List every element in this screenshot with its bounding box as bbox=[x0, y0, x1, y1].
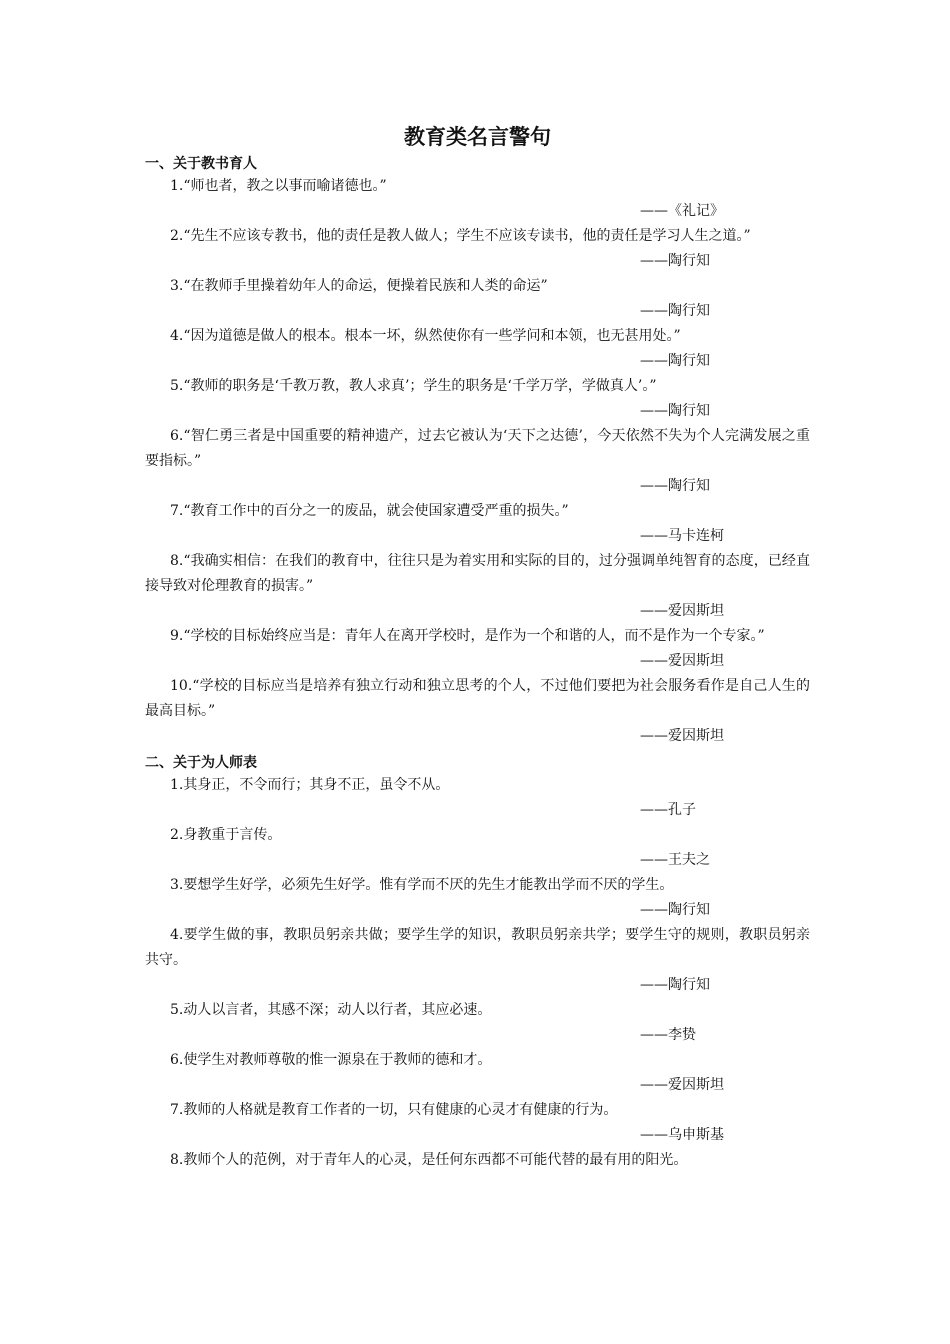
quote-text: 5.动人以言者，其感不深；动人以行者，其应必速。 bbox=[170, 1002, 492, 1018]
quote-author: ——爱因斯坦 bbox=[640, 603, 724, 619]
quote-author: ——陶行知 bbox=[640, 353, 710, 369]
quote-text: 4.要学生做的事，教职员躬亲共做；要学生学的知识，教职员躬亲共学；要学生守的规则，教职员躬亲共守。 bbox=[145, 927, 810, 968]
document-page bbox=[145, 122, 810, 1173]
quote-text: 8.教师个人的范例，对于青年人的心灵，是任何东西都不可能代替的最有用的阳光。 bbox=[170, 1152, 688, 1168]
quote-author: ——李贽 bbox=[640, 1027, 696, 1043]
document-title: 教育类名言警句 bbox=[404, 125, 551, 149]
quote-text: 2.身教重于言传。 bbox=[170, 827, 282, 843]
quote-author: ——陶行知 bbox=[640, 977, 710, 993]
quote-text: 5.“教师的职务是‘千教万教，教人求真’；学生的职务是‘千学万学，学做真人’。” bbox=[170, 378, 657, 394]
quote-author: ——爱因斯坦 bbox=[640, 728, 724, 744]
quote-text: 9.“学校的目标始终应当是：青年人在离开学校时，是作为一个和谐的人，而不是作为一个专家。” bbox=[170, 628, 765, 644]
quote-author: ——爱因斯坦 bbox=[640, 653, 724, 669]
quote-text: 7.“教育工作中的百分之一的废品，就会使国家遭受严重的损失。” bbox=[170, 503, 569, 519]
quote-text: 3.要想学生好学，必须先生好学。惟有学而不厌的先生才能教出学而不厌的学生。 bbox=[170, 877, 674, 893]
quote-text: 4.“因为道德是做人的根本。根本一坏，纵然使你有一些学问和本领，也无甚用处。” bbox=[170, 328, 681, 344]
quote-author: ——孔子 bbox=[640, 802, 696, 818]
quote-text: 6.“智仁勇三者是中国重要的精神遗产，过去它被认为‘天下之达德’，今天依然不失为个人完满发展之重要指标。” bbox=[145, 428, 810, 469]
quote-author: ——《礼记》 bbox=[640, 203, 724, 219]
quote-text: 2.“先生不应该专教书，他的责任是教人做人；学生不应该专读书，他的责任是学习人生之道。” bbox=[170, 228, 751, 244]
quote-text: 10.“学校的目标应当是培养有独立行动和独立思考的个人，不过他们要把为社会服务看作是自己人生的最高目标。” bbox=[145, 678, 810, 719]
quote-text: 1.“师也者，教之以事而喻诸德也。” bbox=[170, 178, 387, 194]
quote-author: ——爱因斯坦 bbox=[640, 1077, 724, 1093]
quote-author: ——乌申斯基 bbox=[640, 1127, 724, 1143]
quote-author: ——陶行知 bbox=[640, 253, 710, 269]
quote-author: ——陶行知 bbox=[640, 478, 710, 494]
quote-list bbox=[145, 174, 810, 749]
quote-text: 1.其身正，不令而行；其身不正，虽令不从。 bbox=[170, 777, 450, 793]
quote-text: 7.教师的人格就是教育工作者的一切，只有健康的心灵才有健康的行为。 bbox=[170, 1102, 618, 1118]
quote-author: ——陶行知 bbox=[640, 303, 710, 319]
quote-author: ——陶行知 bbox=[640, 403, 710, 419]
quote-list bbox=[145, 773, 810, 1173]
quote-text: 3.“在教师手里操着幼年人的命运，便操着民族和人类的命运” bbox=[170, 278, 548, 294]
quote-text: 6.使学生对教师尊敬的惟一源泉在于教师的德和才。 bbox=[170, 1052, 492, 1068]
section-heading: 一、关于教书育人 bbox=[145, 156, 257, 172]
quote-author: ——陶行知 bbox=[640, 902, 710, 918]
section-heading: 二、关于为人师表 bbox=[145, 755, 257, 771]
quote-text: 8.“我确实相信：在我们的教育中，往往只是为着实用和实际的目的，过分强调单纯智育的态度，已经直接导致对伦理教育的损害。” bbox=[145, 553, 810, 594]
quote-author: ——王夫之 bbox=[640, 852, 710, 868]
quote-author: ——马卡连柯 bbox=[640, 528, 724, 544]
